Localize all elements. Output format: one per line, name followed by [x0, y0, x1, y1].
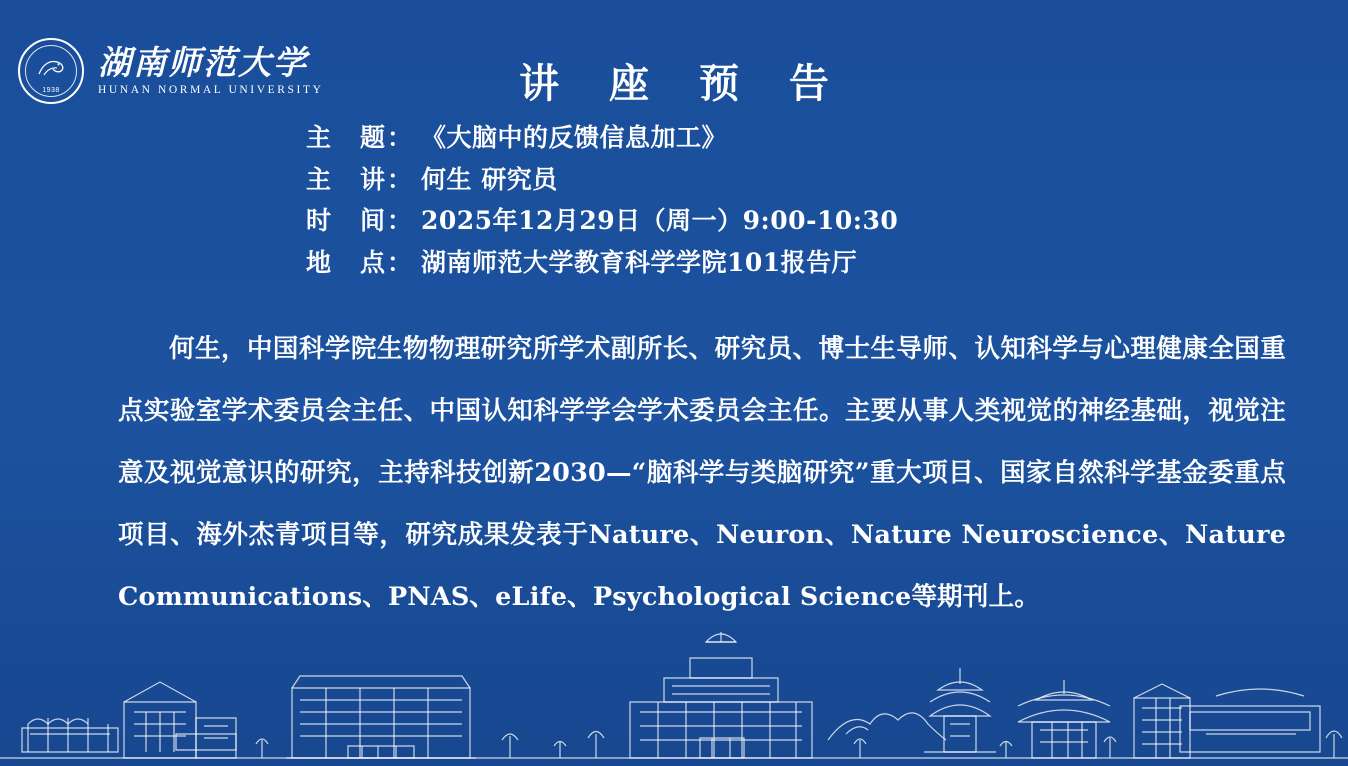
university-name-cn: 湖南师范大学 — [98, 42, 308, 82]
lecture-info-list — [306, 122, 898, 279]
info-value-topic: 《大脑中的反馈信息加工》 — [421, 123, 728, 152]
speaker-biography: 何生，中国科学院生物物理研究所学术副所长、研究员、博士生导师、认知科学与心理健康全国重点实验室学术委员会主任、中国认知科学学会学术委员会主任。主要从事人类视觉的神经基础，视觉注意及视觉意识的研究，主持科技创新2030—“脑科学与类脑研究”重大项目、国家自然科学基金委重点项目、海外杰青项目等，研究成果发表于Nature、Neuron、Nature Neuroscience、Nature Communications、PNAS、eLife、Psychological Science等期刊上。 — [118, 334, 1286, 612]
info-value-speaker: 何生 研究员 — [421, 164, 558, 194]
info-row-time — [306, 205, 898, 238]
seal-year-label: 1938 — [42, 87, 60, 94]
skyline-svg — [0, 606, 1348, 766]
info-row-topic — [306, 122, 898, 155]
campus-skyline-illustration — [0, 606, 1348, 766]
info-label-speaker: 主 讲： — [306, 164, 415, 194]
info-row-speaker — [306, 164, 898, 197]
info-value-time: 2025年12月29日（周一）9:00-10:30 — [421, 206, 899, 235]
info-row-location — [306, 247, 898, 280]
info-label-time: 时 间： — [306, 206, 415, 235]
info-label-topic: 主 题： — [306, 123, 415, 152]
info-value-location: 湖南师范大学教育科学学院101报告厅 — [421, 247, 858, 277]
page-title: 讲 座 预 告 — [519, 60, 847, 107]
info-label-location: 地 点： — [306, 247, 415, 277]
university-name-en: HUNAN NORMAL UNIVERSITY — [98, 84, 324, 97]
